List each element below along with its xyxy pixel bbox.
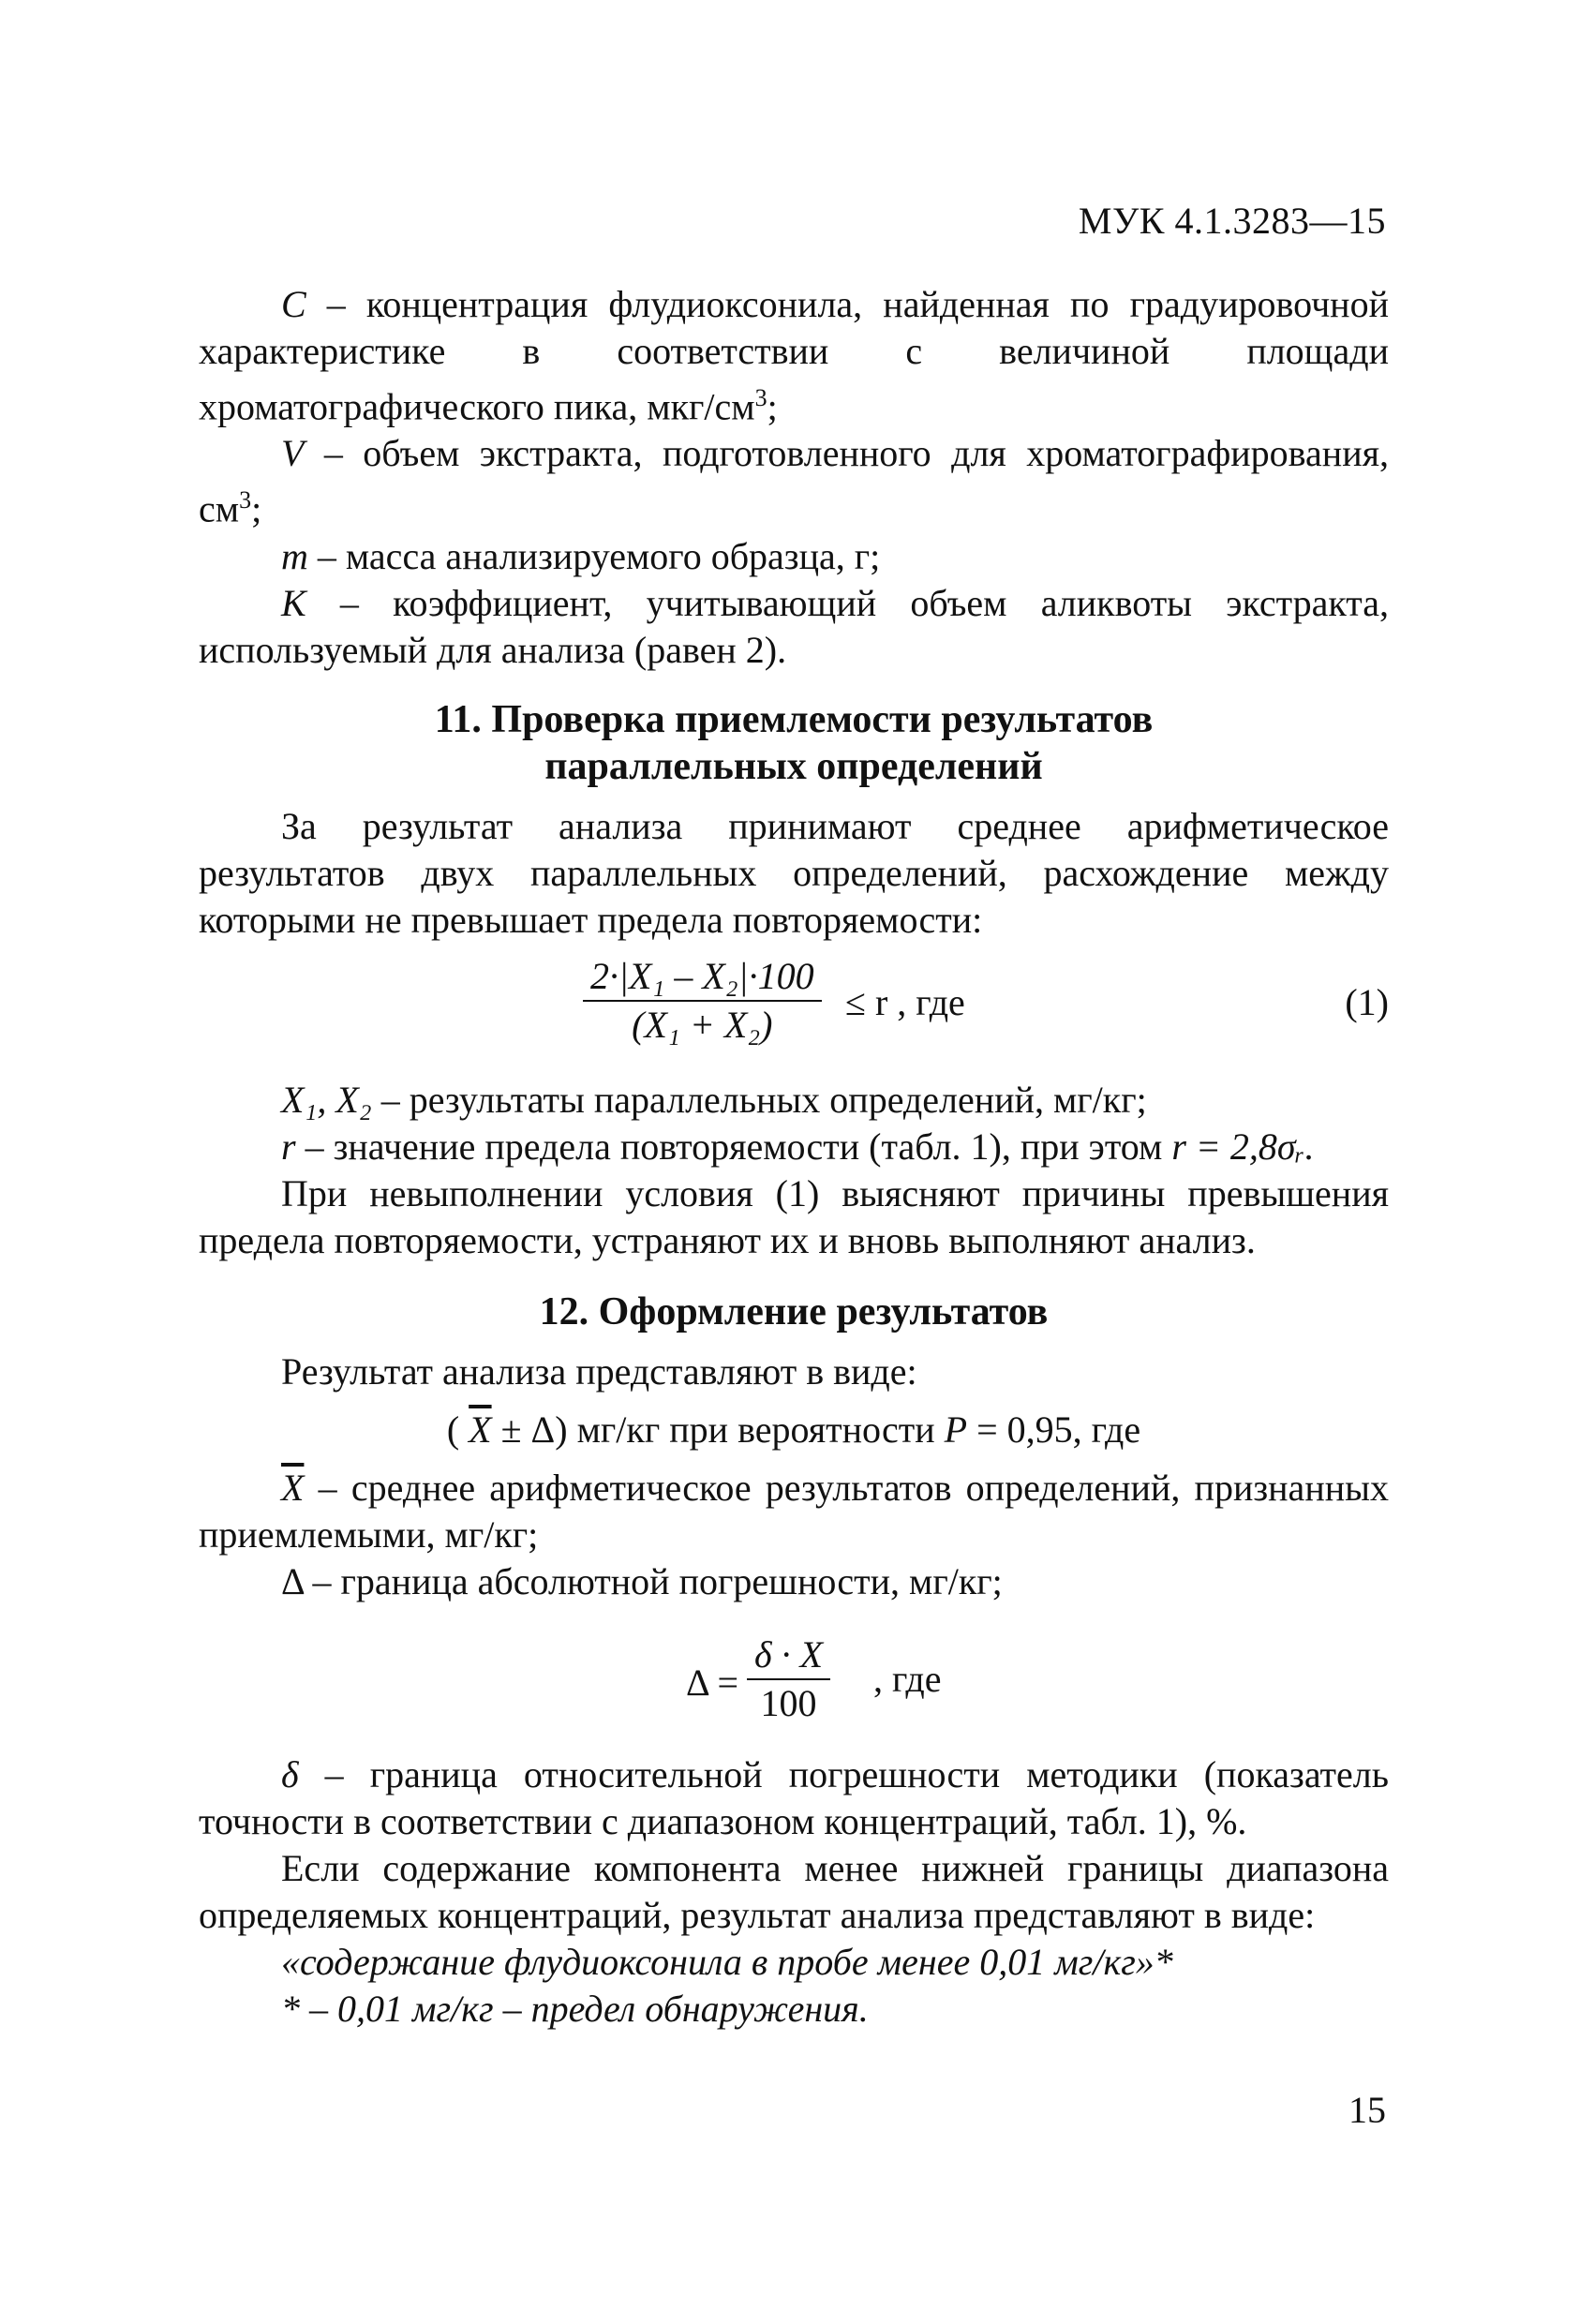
page-number: 15 — [1348, 2089, 1386, 2131]
def-xbar — [199, 1465, 1389, 1558]
symbol-r: r — [281, 1125, 296, 1168]
formula-2-fraction — [747, 1631, 830, 1727]
section-11-heading — [199, 696, 1389, 790]
formula-1-numerator: 2·|X₁ – X₂|·100 — [590, 954, 814, 997]
result-quote: «содержание флудиоксонила в пробе менее 0,01 мг/кг»* — [281, 1940, 1173, 1983]
def-r — [199, 1124, 1389, 1170]
section-11-intro: За результат анализа принимают среднее арифметическое результатов двух параллельных определений, расхождение между которыми не превышает предела повторяемости: — [199, 804, 1389, 941]
formula-2-tail: , где — [873, 1657, 942, 1700]
formula-2-numerator: δ · X — [754, 1632, 824, 1676]
symbol-c: С — [281, 283, 306, 325]
page-content — [199, 281, 1389, 2033]
formula-2-lhs: Δ = — [686, 1661, 739, 1704]
def-k — [199, 580, 1389, 674]
formula-repeatability — [199, 947, 1389, 1077]
section-12-intro: Результат анализа представляют в виде: — [281, 1349, 917, 1393]
section-11-title-line1: 11. Проверка приемлемости результатов — [434, 697, 1154, 741]
def-m — [199, 533, 1389, 580]
formula-delta — [199, 1611, 1389, 1751]
def-delta-rel-text: – граница относительной погрешности методики (показатель точности в соответствии с диапазоном концентраций, табл. 1), %. — [199, 1752, 1389, 1842]
result-end: = 0,95, где — [967, 1408, 1141, 1451]
formula-1-number: (1) — [1345, 980, 1389, 1023]
section-12-heading: 12. Оформление результатов — [539, 1289, 1049, 1333]
def-x1-x2-text: – результаты параллельных определений, мг/кг; — [371, 1078, 1147, 1121]
def-k-text: – коэффициент, учитывающий объем аликвоты экстракта, используемый для анализа (равен 2). — [199, 581, 1389, 671]
formula-1-tail: ≤ r , где — [845, 980, 965, 1023]
def-x1-x2 — [199, 1077, 1389, 1124]
def-v-end: ; — [251, 487, 262, 530]
symbol-k: K — [281, 581, 306, 624]
doc-code-header: МУК 4.1.3283—15 — [1078, 200, 1386, 242]
def-v-text: – объем экстракта, подготовленного для хроматографирования, см — [199, 432, 1389, 530]
symbol-x1-x2: X₁, X₂ — [281, 1078, 372, 1121]
result-format-line — [199, 1407, 1389, 1453]
symbol-xbar: $\overline{X}$ — [281, 1466, 305, 1509]
result-open: ( — [446, 1408, 460, 1451]
def-v — [199, 430, 1389, 532]
def-delta-rel — [199, 1751, 1389, 1845]
def-delta: Δ – граница абсолютной погрешности, мг/кг; — [281, 1559, 1003, 1602]
def-xbar-text: – среднее арифметическое результатов определений, признанных приемлемыми, мг/кг; — [199, 1466, 1389, 1556]
result-p: P — [944, 1408, 968, 1451]
def-c — [199, 281, 1389, 430]
r-equation: r = 2,8σᵣ. — [1171, 1125, 1315, 1168]
def-m-text: – масса анализируемого образца, г; — [307, 534, 881, 577]
result-xbar: $\overline{X}$ — [469, 1408, 492, 1451]
formula-1-denominator: (X₁ + X₂) — [583, 1000, 822, 1049]
result-rest: ± Δ) мг/кг при вероятности — [491, 1408, 945, 1451]
symbol-m: m — [281, 534, 308, 577]
formula-1-fraction — [583, 953, 822, 1049]
def-c-end: ; — [767, 385, 778, 428]
def-c-sup: 3 — [754, 384, 767, 411]
footnote: * – 0,01 мг/кг – предел обнаружения. — [281, 1987, 869, 2030]
section-11-title-line2: параллельных определений — [544, 744, 1043, 788]
formula-2-denominator: 100 — [747, 1678, 830, 1727]
lower-bound-text: Если содержание компонента менее нижней границы диапазона определяемых концентраций, результат анализа представляют в виде: — [199, 1846, 1389, 1936]
def-r-text: – значение предела повторяемости (табл. 1), при этом — [295, 1125, 1172, 1168]
def-c-text: – концентрация флудиоксонила, найденная по градуировочной характеристике в соответствии с величиной площади хроматографического пика, мкг/см — [199, 283, 1389, 428]
section-11-fail-text: При невыполнении условия (1) выясняют причины превышения предела повторяемости, устраняют их и вновь выполняют анализ. — [199, 1171, 1389, 1261]
def-v-sup: 3 — [239, 486, 252, 514]
symbol-delta-rel: δ — [281, 1752, 299, 1795]
symbol-v: V — [281, 432, 305, 475]
